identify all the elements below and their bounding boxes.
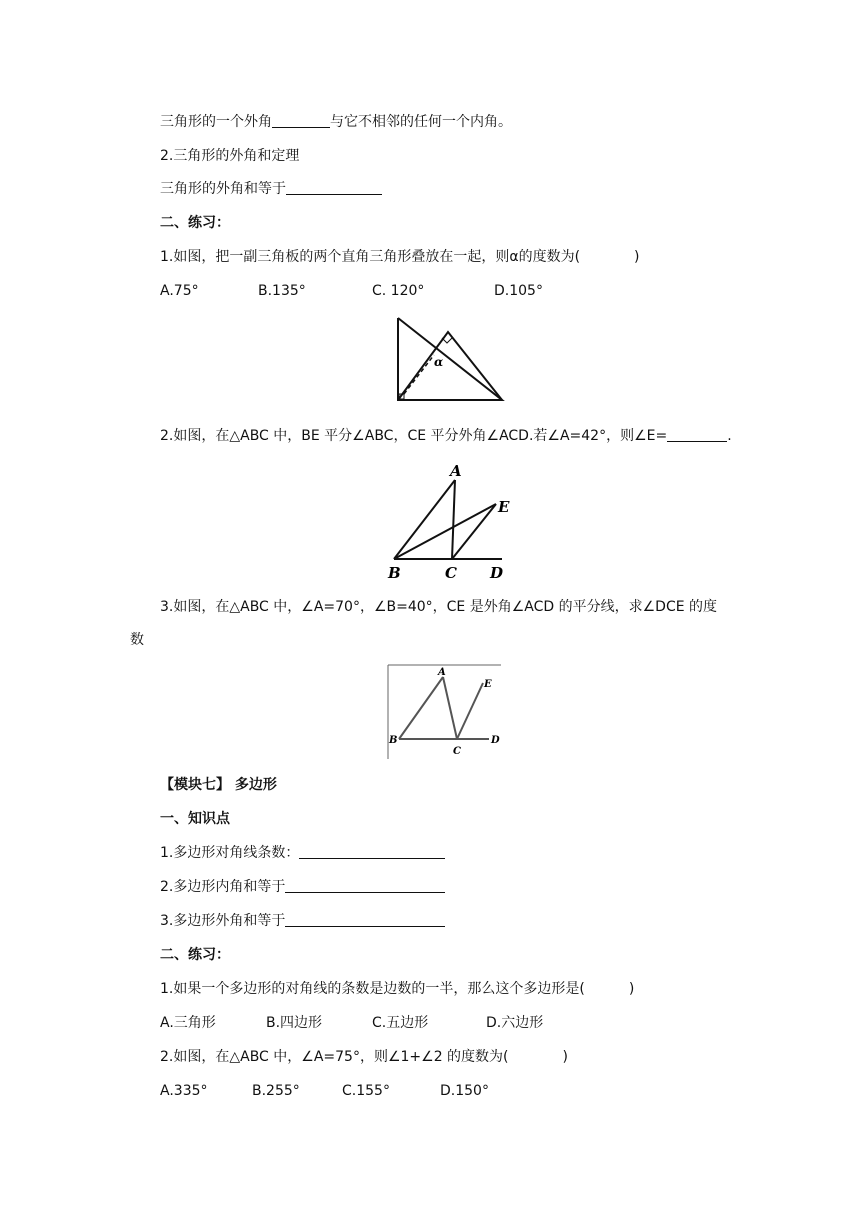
figure-label-alpha: α [434, 355, 444, 369]
question-1: 1.如图，把一副三角板的两个直角三角形叠放在一起，则α的度数为( ) [160, 249, 640, 265]
knowledge-item-2-text: 三角形的外角和等于 [160, 179, 382, 199]
option-c[interactable]: C. 120° [372, 283, 425, 299]
label-e: E [484, 679, 492, 690]
question-3-line-1: 3.如图，在△ABC 中，∠A=70°，∠B=40°，CE 是外角∠ACD 的平分线，求∠DCE 的度 [160, 599, 718, 615]
polygon-question-1: 1.如果一个多边形的对角线的条数是边数的一半，那么这个多边形是( ) [160, 981, 635, 997]
fill-blank[interactable] [667, 427, 727, 442]
label-d: D [490, 564, 504, 582]
knowledge-item-2-title: 2.三角形的外角和定理 [160, 148, 300, 164]
option-a[interactable]: A.三角形 [160, 1015, 216, 1031]
option-c[interactable]: C.五边形 [372, 1015, 429, 1031]
exterior-angle-bisector-figure [385, 663, 503, 761]
polygon-question-2: 2.如图，在△ABC 中，∠A=75°，则∠1+∠2 的度数为( ) [160, 1049, 568, 1065]
label-d: D [491, 735, 500, 746]
fill-blank[interactable] [286, 180, 382, 195]
option-a[interactable]: A.335° [160, 1083, 208, 1099]
triangle-bisector-figure [384, 456, 524, 582]
option-d[interactable]: D.105° [494, 283, 543, 299]
fill-blank[interactable] [299, 844, 445, 859]
knowledge-item-3: 3.多边形外角和等于 [160, 911, 445, 931]
option-b[interactable]: B.255° [252, 1083, 300, 1099]
option-c[interactable]: C.155° [342, 1083, 390, 1099]
knowledge-heading: 一、知识点 [160, 811, 230, 827]
option-b[interactable]: B.四边形 [266, 1015, 323, 1031]
label-a: A [438, 667, 446, 678]
option-b[interactable]: B.135° [258, 283, 306, 299]
label-a: A [450, 462, 462, 480]
option-d[interactable]: D.六边形 [486, 1015, 544, 1031]
question-3-line-2: 数 [130, 632, 144, 648]
fill-blank[interactable] [285, 912, 445, 927]
label-b: B [388, 564, 401, 582]
knowledge-item-1: 1.多边形对角线条数： [160, 843, 445, 863]
label-c: C [445, 564, 457, 582]
option-a[interactable]: A.75° [160, 283, 199, 299]
option-d[interactable]: D.150° [440, 1083, 489, 1099]
practice-heading: 二、练习： [160, 947, 230, 963]
question-2: 2.如图，在△ABC 中，BE 平分∠ABC，CE 平分外角∠ACD.若∠A=42°，则∠E= . [160, 428, 732, 444]
fill-blank[interactable] [285, 878, 445, 893]
set-squares-figure [390, 312, 510, 404]
knowledge-line-exterior-angle: 三角形的一个外角 与它不相邻的任何一个内角。 [160, 114, 512, 130]
label-e: E [498, 498, 510, 516]
module-7-title: 【模块七】 多边形 [160, 777, 277, 793]
label-b: B [389, 735, 398, 746]
fill-blank[interactable] [272, 113, 330, 128]
knowledge-item-2: 2.多边形内角和等于 [160, 877, 445, 897]
practice-heading: 二、练习： [160, 215, 230, 231]
label-c: C [453, 746, 461, 757]
